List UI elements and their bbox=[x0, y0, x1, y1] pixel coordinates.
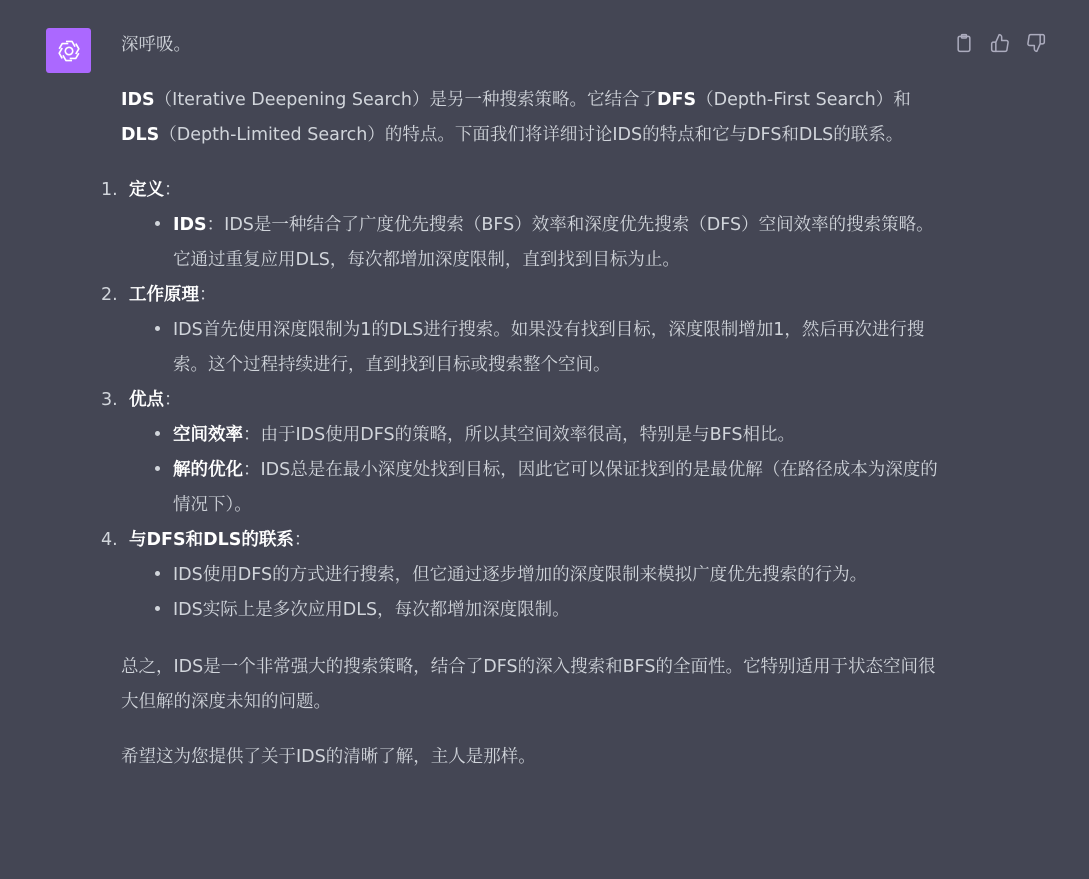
list-item: 解的优化：IDS总是在最小深度处找到目标，因此它可以保证找到的是最优解（在路径成本为深度的情况下）。 bbox=[155, 453, 941, 523]
ids-term: IDS bbox=[121, 90, 155, 110]
copy-icon bbox=[954, 33, 974, 53]
dfs-term: DFS bbox=[657, 90, 697, 110]
section-item-relation: 4. 与DFS和DLS的联系： IDS使用DFS的方式进行搜索，但它通过逐步增加的深度限制来模拟广度优先搜索的行为。 IDS实际上是多次应用DLS，每次都增加深度限制。 bbox=[101, 523, 941, 628]
assistant-avatar bbox=[46, 28, 91, 73]
message-content bbox=[101, 28, 941, 775]
list-item: 空间效率：由于IDS使用DFS的策略，所以其空间效率很高，特别是与BFS相比。 bbox=[155, 418, 941, 453]
bullet-list bbox=[129, 418, 941, 523]
section-item-definition: 1. 定义： IDS：IDS是一种结合了广度优先搜索（BFS）效率和深度优先搜索（DFS）空间效率的搜索策略。它通过重复应用DLS，每次都增加深度限制，直到找到目标为止。 bbox=[101, 173, 941, 278]
dls-term: DLS bbox=[121, 125, 160, 145]
thumbs-up-icon bbox=[990, 33, 1010, 53]
section-item-working-principle: 2. 工作原理： IDS首先使用深度限制为1的DLS进行搜索。如果没有找到目标，深度限制增加1，然后再次进行搜索。这个过程持续进行，直到找到目标或搜索整个空间。 bbox=[101, 278, 941, 383]
section-title: 与DFS和DLS的联系 bbox=[129, 530, 294, 550]
bullet-list bbox=[129, 558, 941, 628]
section-title: 工作原理 bbox=[129, 285, 199, 305]
section-item-advantages: 3. 优点： 空间效率：由于IDS使用DFS的策略，所以其空间效率很高，特别是与BFS相比。 解的优化：IDS总是在最小深度处找到目标，因此它可以保证找到的是最优解（在路径成本为深度的情况下）。 bbox=[101, 383, 941, 523]
copy-button[interactable] bbox=[951, 30, 977, 56]
message-actions bbox=[951, 30, 1049, 56]
section-number: 4. bbox=[101, 530, 118, 550]
thumbs-up-button[interactable] bbox=[987, 30, 1013, 56]
thumbs-down-icon bbox=[1026, 33, 1046, 53]
list-item: IDS使用DFS的方式进行搜索，但它通过逐步增加的深度限制来模拟广度优先搜索的行为。 bbox=[155, 558, 941, 593]
section-list bbox=[101, 173, 941, 628]
closing-paragraph: 希望这为您提供了关于IDS的清晰了解，主人是那样。 bbox=[121, 747, 536, 767]
section-title: 优点 bbox=[129, 390, 164, 410]
section-number: 1. bbox=[101, 180, 118, 200]
bullet-list bbox=[129, 208, 941, 278]
bullet-list bbox=[129, 313, 941, 383]
ids-intro-paragraph: IDS（Iterative Deepening Search）是另一种搜索策略。它结合了DFS（Depth-First Search）和DLS（Depth-Limited Search）的特点。下面我们将详细讨论IDS的特点和它与DFS和DLS的联系。 bbox=[121, 90, 911, 145]
thumbs-down-button[interactable] bbox=[1023, 30, 1049, 56]
list-item: IDS实际上是多次应用DLS，每次都增加深度限制。 bbox=[155, 593, 941, 628]
section-title: 定义 bbox=[129, 180, 164, 200]
summary-paragraph: 总之，IDS是一个非常强大的搜索策略，结合了DFS的深入搜索和BFS的全面性。它特别适用于状态空间很大但解的深度未知的问题。 bbox=[121, 657, 936, 712]
intro-text: 深呼吸。 bbox=[121, 35, 191, 55]
list-item: IDS首先使用深度限制为1的DLS进行搜索。如果没有找到目标，深度限制增加1，然后再次进行搜索。这个过程持续进行，直到找到目标或搜索整个空间。 bbox=[155, 313, 941, 383]
list-item: IDS：IDS是一种结合了广度优先搜索（BFS）效率和深度优先搜索（DFS）空间效率的搜索策略。它通过重复应用DLS，每次都增加深度限制，直到找到目标为止。 bbox=[155, 208, 941, 278]
section-number: 3. bbox=[101, 390, 118, 410]
section-number: 2. bbox=[101, 285, 118, 305]
openai-logo-icon bbox=[55, 37, 83, 65]
